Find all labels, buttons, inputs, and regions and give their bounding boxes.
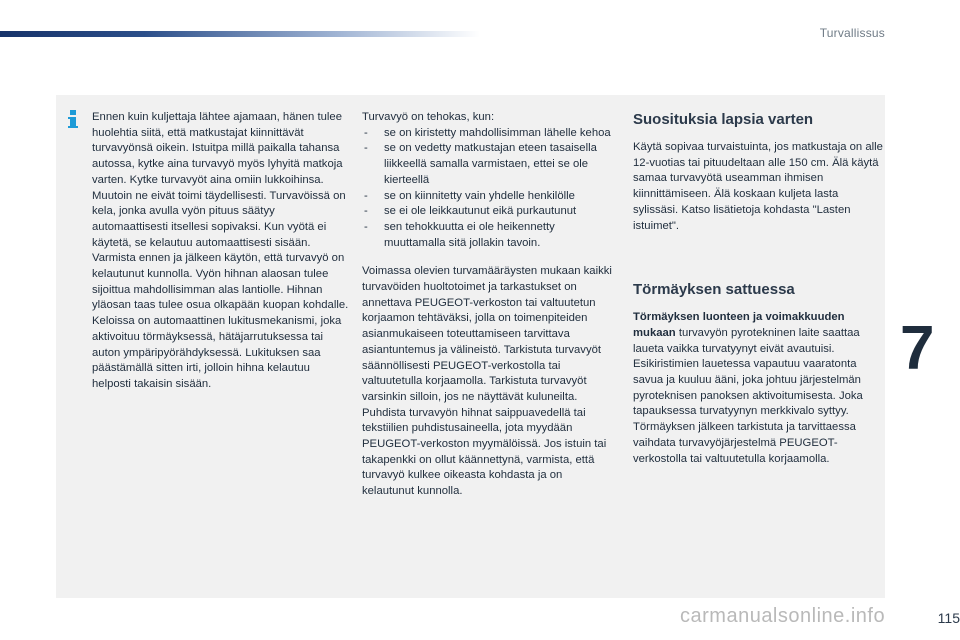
list-item: - se ei ole leikkautunut eikä purkautunut: [364, 205, 577, 218]
header-accent-bar: [0, 31, 480, 37]
effective-intro: Turvavyö on tehokas, kun:: [362, 111, 495, 123]
info-box: [92, 110, 350, 393]
list-item: - sen tehokkuutta ei ole heikennetty muuttamalla sitä jollakin tavoin.: [364, 220, 555, 249]
list-item: - se on kiinnitetty vain yhdelle henkilölle: [364, 189, 575, 202]
collision-lead: Törmäyksen luonteen ja voimakkuuden mukaan: [633, 311, 845, 339]
page-number: 115: [937, 610, 960, 626]
info-icon: [66, 110, 80, 130]
collision-text: [633, 310, 883, 467]
right-column: [633, 110, 883, 467]
collision-body: turvavyön pyrotekninen laite saattaa laueta vaikka turvatyynyt eivät avautuisi. Esikiristimien lauetessa vapautuu vaaratonta savua ja kuuluu ääni, joka johtuu järjestelmän pyroteknisen panoksen aktivoitumisesta. Joka tapauksessa turvatyynyn merkkivalo syttyy. Törmäyksen jälkeen tarkistuta ja tarvittaessa vaihdata turvavyöjärjestelmä PEUGEOT-verkostolla tai valtuutetulla korjaamolla.: [633, 326, 863, 465]
collision-heading: Törmäyksen sattuessa: [633, 281, 795, 299]
effective-conditions-list: [362, 126, 612, 252]
middle-column: [362, 110, 612, 500]
children-heading: Suosituksia lapsia varten: [633, 111, 814, 128]
section-title: Turvallissus: [819, 26, 885, 40]
chapter-number: 7: [900, 314, 935, 383]
maintenance-paragraph: Voimassa olevien turvamääräysten mukaan kaikki turvavöiden huoltotoimet ja tarkastukset on annettava PEUGEOT-verkoston tai valtuutetun korjaamon tehtäväksi, jolla on toimenpiteiden asianmukaiseen toteuttamiseen tarvittava asiantuntemus ja välineistö. Tarkistuta turvavyöt säännöllisesti PEUGEOT-verkostolla tai valtuutetulla korjaamolla. Tarkistuta turvavyöt varsinkin silloin, jos ne näyttävät kuluneilta. Puhdista turvavyön hihnat saippuavedellä tai tekstiilien puhdistusaineella, jota myydään PEUGEOT-verkoston myymälöissä. Jos istuin tai takapenkki on ollut käännettynä, varmista, että turvavyö kulkee oikeasta kohdasta ja on kelautunut kunnolla.: [362, 265, 612, 498]
info-text: Ennen kuin kuljettaja lähtee ajamaan, hänen tulee huolehtia siitä, että matkustajat kiinnittävät turvavyönsä oikein. Istuitpa millä paikalla tahansa autossa, kytke aina turvavyö myös lyhyitä matkoja varten. Kytke turvavyöt aina omiin lukkoihinsa. Muutoin ne eivät toimi täydellisesti. Turvavöissä on kela, jonka avulla vyön pituus säätyy automaattisesti itsellesi sopivaksi. Kun vyötä ei käytetä, se kelautuu automaattisesti sisään. Varmista ennen ja jälkeen käytön, että turvavyö on kelautunut kunnolla. Vyön hihnan alaosan tulee sijoittua mahdollisimman alas lantiolle. Hihnan yläosan taas tulee osua olkapään kuopan kohdalle. Keloissa on automaattinen lukitusmekanismi, joka aktivoituu törmäyksessä, hätäjarrutuksessa tai auton ympäripyörähdyksessä. Lukituksen saa päästämällä sitten irti, jolloin hihna kelautuu helposti takaisin sisään.: [92, 111, 349, 390]
list-item: - se on vedetty matkustajan eteen tasaisella liikkeellä samalla varmistaen, ettei se ole kierteellä: [364, 142, 597, 186]
list-item: - se on kiristetty mahdollisimman lähelle kehoa: [364, 126, 611, 139]
watermark: carmanualsonline.info: [680, 605, 886, 627]
children-text: Käytä sopivaa turvaistuinta, jos matkustaja on alle 12-vuotias tai pituudeltaan alle 150 cm. Älä käytä samaa turvavyötä useamman ihmisen kiinnittämiseen. Älä koskaan kuljeta lasta sylissäsi. Katso lisätietoja kohdasta "Lasten istuimet".: [633, 141, 883, 232]
